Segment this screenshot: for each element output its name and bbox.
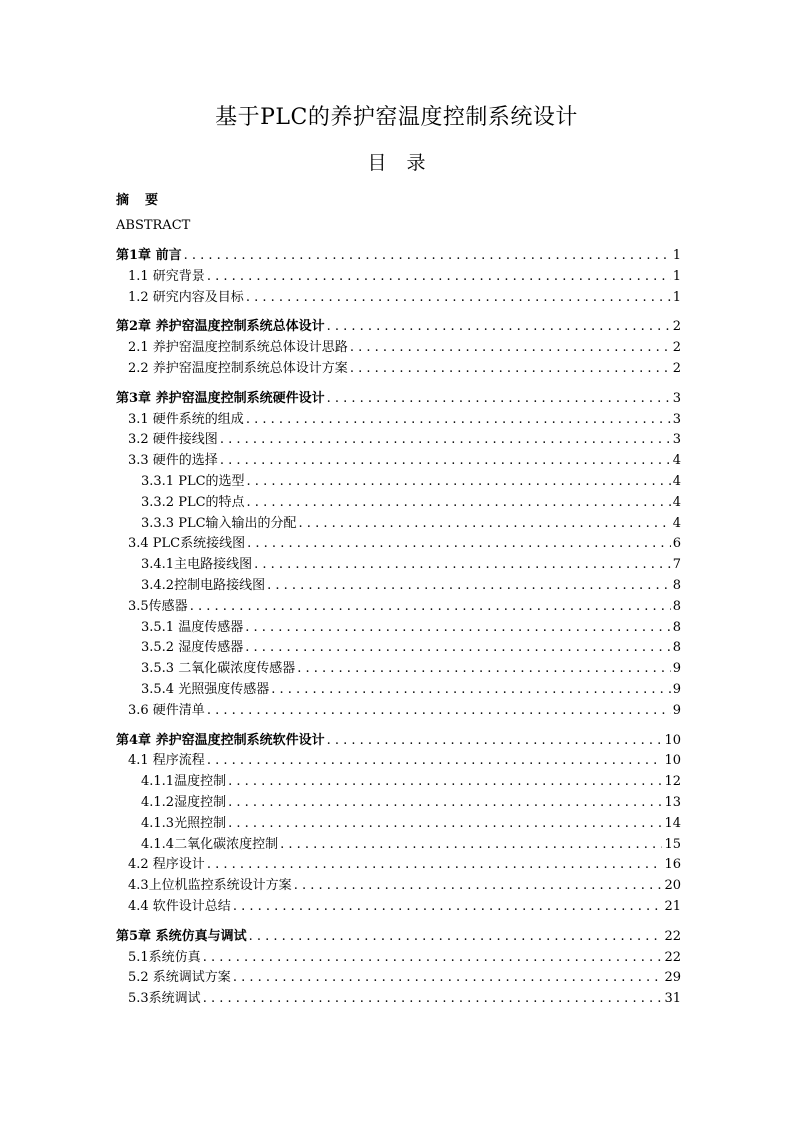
- toc-page-number: 6: [672, 536, 681, 552]
- toc-page-number: 9: [672, 702, 681, 718]
- toc-dot-leader: [327, 389, 671, 410]
- toc-dot-leader: [246, 288, 671, 309]
- toc-entry-title: 3.4 PLC系统接线图: [128, 536, 246, 552]
- toc-dot-leader: [267, 576, 671, 597]
- toc-page-number: 4: [672, 515, 681, 531]
- table-of-contents: [116, 246, 681, 1010]
- toc-dot-leader: [350, 359, 671, 380]
- toc-dot-leader: [247, 493, 671, 514]
- toc-entry-title: 1.2 研究内容及目标: [128, 289, 244, 305]
- document-title: 基于PLC的养护窑温度控制系统设计: [215, 105, 578, 130]
- toc-dot-leader: [280, 835, 662, 856]
- toc-entry-title: 3.5.4 光照强度传感器: [141, 681, 270, 697]
- toc-page-number: 4: [672, 473, 681, 489]
- toc-subsection-entry[interactable]: [116, 814, 681, 835]
- toc-entry-title: 3.5.3 二氧化碳浓度传感器: [141, 661, 296, 677]
- toc-entry-title: 2.2 养护窑温度控制系统总体设计方案: [128, 360, 348, 376]
- toc-page-number: 3: [672, 411, 681, 427]
- toc-entry-title: 4.4 软件设计总结: [128, 898, 231, 914]
- toc-entry-title: 5.3系统调试: [128, 991, 201, 1007]
- toc-subsection-entry[interactable]: [116, 772, 681, 793]
- toc-page-number: 3: [672, 390, 681, 406]
- toc-page-number: 15: [664, 836, 681, 852]
- toc-section-entry[interactable]: [116, 359, 681, 380]
- toc-subsection-entry[interactable]: [116, 835, 681, 856]
- toc-page-number: 14: [664, 815, 681, 831]
- toc-entry-title: 4.1.3光照控制: [141, 815, 227, 831]
- toc-entry-title: 1.1 研究背景: [128, 268, 205, 284]
- toc-chapter-entry[interactable]: [116, 317, 681, 338]
- toc-page-number: 7: [672, 557, 681, 573]
- toc-subsection-entry[interactable]: [116, 680, 681, 701]
- toc-dot-leader: [254, 555, 671, 576]
- toc-subsection-entry[interactable]: [116, 659, 681, 680]
- abstract-en-link[interactable]: ABSTRACT: [116, 218, 191, 233]
- toc-section-entry[interactable]: [116, 410, 681, 431]
- toc-entry-title: 3.4.2控制电路接线图: [141, 577, 266, 593]
- toc-subsection-entry[interactable]: [116, 618, 681, 639]
- toc-page-number: 10: [664, 753, 681, 769]
- toc-dot-leader: [294, 876, 663, 897]
- toc-page-number: 29: [664, 970, 681, 986]
- toc-section-entry[interactable]: [116, 897, 681, 918]
- toc-entry-title: 第3章 养护窑温度控制系统硬件设计: [116, 390, 325, 406]
- toc-entry-title: 3.6 硬件清单: [128, 702, 205, 718]
- toc-section-entry[interactable]: [116, 701, 681, 722]
- toc-dot-leader: [299, 514, 671, 535]
- toc-entry-title: 5.1系统仿真: [128, 949, 201, 965]
- abstract-zh-link[interactable]: [116, 189, 158, 208]
- contents-heading: [0, 148, 793, 175]
- toc-page-number: 8: [672, 577, 681, 593]
- toc-dot-leader: [247, 472, 671, 493]
- contents-heading-char: 目: [367, 152, 407, 174]
- toc-dot-leader: [233, 968, 663, 989]
- toc-page-number: 16: [664, 857, 681, 873]
- toc-dot-leader: [207, 267, 671, 288]
- toc-entry-title: 第1章 前言: [116, 248, 182, 263]
- toc-section-entry[interactable]: [116, 534, 681, 555]
- toc-entry-title: 第2章 养护窑温度控制系统总体设计: [116, 319, 325, 335]
- toc-subsection-entry[interactable]: [116, 555, 681, 576]
- toc-entry-title: 4.3上位机监控系统设计方案: [128, 878, 292, 894]
- toc-chapter-entry[interactable]: [116, 731, 681, 752]
- toc-page-number: 22: [664, 928, 681, 944]
- toc-subsection-entry[interactable]: [116, 576, 681, 597]
- toc-page-number: 8: [672, 598, 681, 614]
- toc-dot-leader: [271, 680, 671, 701]
- toc-entry-title: 3.5传感器: [128, 598, 188, 614]
- toc-page-number: 1: [672, 248, 681, 263]
- toc-page-number: 20: [664, 878, 681, 894]
- toc-entry-title: 4.1.2湿度控制: [141, 794, 227, 810]
- toc-subsection-entry[interactable]: [116, 793, 681, 814]
- toc-page-number: 9: [672, 661, 681, 677]
- toc-page-number: 2: [672, 340, 681, 356]
- toc-entry-title: 3.3.2 PLC的特点: [141, 494, 245, 510]
- toc-page-number: 31: [664, 991, 681, 1007]
- toc-entry-title: 3.5.1 温度传感器: [141, 619, 244, 635]
- toc-chapter-entry[interactable]: [116, 246, 681, 267]
- toc-section-entry[interactable]: [116, 855, 681, 876]
- toc-dot-leader: [297, 659, 671, 680]
- toc-dot-leader: [207, 701, 671, 722]
- toc-dot-leader: [207, 855, 663, 876]
- toc-dot-leader: [228, 814, 662, 835]
- toc-dot-leader: [190, 597, 671, 618]
- toc-page-number: 8: [672, 619, 681, 635]
- toc-dot-leader: [233, 897, 663, 918]
- toc-page-number: 3: [672, 432, 681, 448]
- toc-dot-leader: [220, 451, 671, 472]
- toc-page-number: 8: [672, 640, 681, 656]
- toc-dot-leader: [247, 534, 671, 555]
- toc-page-number: 10: [664, 732, 681, 748]
- toc-entry-title: 3.1 硬件系统的组成: [128, 411, 244, 427]
- toc-section-entry[interactable]: [116, 876, 681, 897]
- toc-entry-title: 4.1 程序流程: [128, 753, 205, 769]
- toc-entry-title: 3.2 硬件接线图: [128, 432, 218, 448]
- toc-page-number: 12: [664, 774, 681, 790]
- abstract-zh-char: 要: [145, 193, 159, 208]
- toc-section-entry[interactable]: [116, 989, 681, 1010]
- toc-page-number: 22: [664, 949, 681, 965]
- toc-section-entry[interactable]: [116, 948, 681, 969]
- toc-entry-title: 第5章 系统仿真与调试: [116, 928, 247, 944]
- toc-dot-leader: [245, 618, 671, 639]
- toc-entry-title: 3.3 硬件的选择: [128, 453, 218, 469]
- toc-dot-leader: [327, 731, 663, 752]
- toc-dot-leader: [245, 638, 671, 659]
- toc-entry-title: 3.5.2 湿度传感器: [141, 640, 244, 656]
- toc-section-entry[interactable]: [116, 267, 681, 288]
- contents-heading-char: 录: [406, 152, 426, 174]
- toc-entry-title: 4.1.1温度控制: [141, 774, 227, 790]
- toc-dot-leader: [249, 927, 663, 948]
- toc-dot-leader: [203, 948, 663, 969]
- toc-section-entry[interactable]: [116, 597, 681, 618]
- toc-page-number: 13: [664, 794, 681, 810]
- toc-section-entry[interactable]: [116, 451, 681, 472]
- toc-dot-leader: [228, 772, 662, 793]
- toc-entry-title: 2.1 养护窑温度控制系统总体设计思路: [128, 340, 348, 356]
- toc-entry-title: 第4章 养护窑温度控制系统软件设计: [116, 732, 325, 748]
- toc-dot-leader: [207, 751, 663, 772]
- toc-entry-title: 3.3.3 PLC输入输出的分配: [141, 515, 297, 531]
- toc-entry-title: 4.1.4二氧化碳浓度控制: [141, 836, 279, 852]
- toc-subsection-entry[interactable]: [116, 493, 681, 514]
- toc-page-number: 1: [672, 268, 681, 284]
- toc-subsection-entry[interactable]: [116, 638, 681, 659]
- toc-page-number: 21: [664, 898, 681, 914]
- toc-dot-leader: [184, 246, 671, 267]
- toc-section-entry[interactable]: [116, 968, 681, 989]
- toc-subsection-entry[interactable]: [116, 514, 681, 535]
- toc-entry-title: 5.2 系统调试方案: [128, 970, 231, 986]
- toc-entry-title: 3.3.1 PLC的选型: [141, 473, 245, 489]
- toc-section-entry[interactable]: [116, 430, 681, 451]
- toc-page-number: 4: [672, 453, 681, 469]
- abstract-zh-char: 摘: [116, 193, 130, 208]
- toc-dot-leader: [327, 317, 671, 338]
- toc-subsection-entry[interactable]: [116, 472, 681, 493]
- toc-page-number: 9: [672, 681, 681, 697]
- toc-page-number: 4: [672, 494, 681, 510]
- toc-page-number: 2: [672, 360, 681, 376]
- toc-dot-leader: [203, 989, 663, 1010]
- toc-page-number: 1: [672, 289, 681, 305]
- toc-chapter-entry[interactable]: [116, 927, 681, 948]
- toc-dot-leader: [228, 793, 662, 814]
- toc-dot-leader: [220, 430, 671, 451]
- toc-dot-leader: [350, 338, 671, 359]
- toc-section-entry[interactable]: [116, 338, 681, 359]
- toc-dot-leader: [246, 410, 671, 431]
- toc-chapter-entry[interactable]: [116, 389, 681, 410]
- toc-page-number: 2: [672, 319, 681, 335]
- toc-entry-title: 4.2 程序设计: [128, 857, 205, 873]
- toc-section-entry[interactable]: [116, 751, 681, 772]
- toc-entry-title: 3.4.1主电路接线图: [141, 557, 253, 573]
- toc-section-entry[interactable]: [116, 288, 681, 309]
